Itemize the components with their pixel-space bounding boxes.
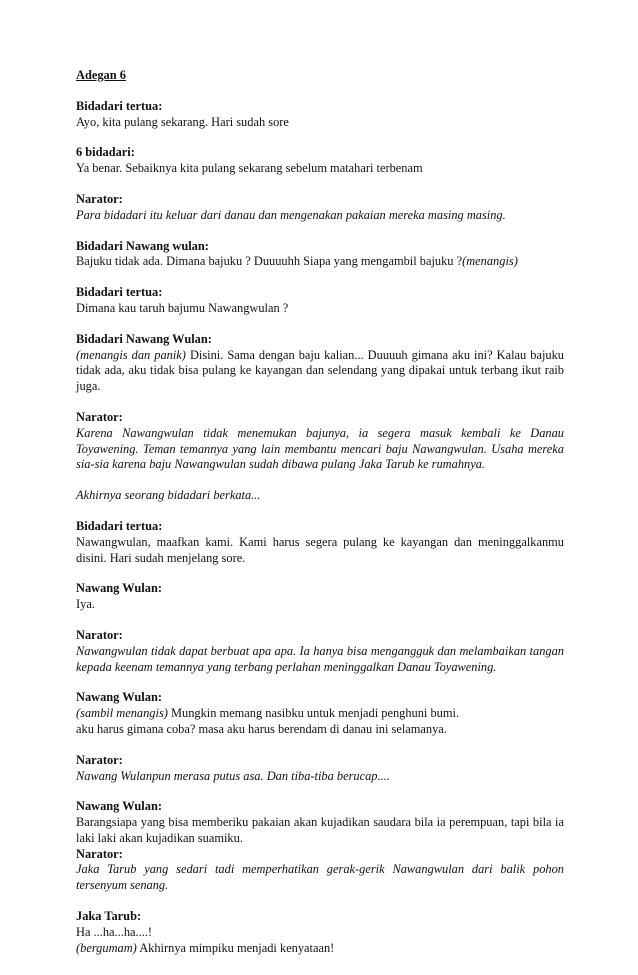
narration-line bbox=[76, 426, 564, 473]
dialogue-block bbox=[76, 145, 564, 177]
speaker-name: Narator: bbox=[76, 752, 123, 767]
dialogue-line bbox=[76, 941, 564, 957]
scene-heading: Adegan 6 bbox=[76, 68, 126, 82]
dialogue-line bbox=[76, 254, 564, 270]
stage-direction: (menangis dan panik) bbox=[76, 347, 186, 362]
line-text: Akhirnya seorang bidadari berkata... bbox=[76, 488, 261, 503]
line-text: Bajuku tidak ada. Dimana bajuku ? Duuuuhh Siapa yang mengambil bajuku ? bbox=[76, 254, 463, 269]
dialogue-line bbox=[76, 301, 564, 317]
speaker-name: Bidadari Nawang wulan: bbox=[76, 238, 209, 253]
dialogue-line bbox=[76, 706, 564, 722]
narration-block bbox=[76, 847, 564, 894]
narration-block bbox=[76, 410, 564, 473]
speaker-name: Nawang Wulan: bbox=[76, 690, 162, 705]
speaker-name: Bidadari tertua: bbox=[76, 518, 163, 533]
line-text: Nawang Wulanpun merasa putus asa. Dan tiba-tiba berucap.... bbox=[76, 768, 390, 783]
speaker-name: Jaka Tarub: bbox=[76, 909, 142, 924]
dialogue-line bbox=[76, 925, 564, 941]
narration-block bbox=[76, 628, 564, 675]
narration-line bbox=[76, 862, 564, 894]
speaker-name: Nawang Wulan: bbox=[76, 581, 162, 596]
speaker-name: Nawang Wulan: bbox=[76, 799, 162, 814]
stage-direction: (menangis) bbox=[462, 254, 518, 269]
dialogue-line bbox=[76, 815, 564, 847]
speaker-name: Narator: bbox=[76, 409, 123, 424]
dialogue-line bbox=[76, 597, 564, 613]
speaker-name: Bidadari Nawang Wulan: bbox=[76, 331, 212, 346]
dialogue-block bbox=[76, 239, 564, 271]
dialogue-block bbox=[76, 581, 564, 613]
dialogue-line bbox=[76, 161, 564, 177]
dialogue-line bbox=[76, 722, 564, 738]
line-text: Ha ...ha...ha....! bbox=[76, 924, 153, 939]
dialogue-line bbox=[76, 535, 564, 567]
dialogue-block bbox=[76, 519, 564, 566]
dialogue-blocks bbox=[76, 99, 564, 957]
line-text: Iya. bbox=[76, 597, 95, 612]
speaker-name: Narator: bbox=[76, 627, 123, 642]
stage-direction: (bergumam) bbox=[76, 940, 137, 955]
narration-block bbox=[76, 753, 564, 785]
narration-line bbox=[76, 644, 564, 676]
narration-block bbox=[76, 192, 564, 224]
dialogue-line bbox=[76, 115, 564, 131]
line-text: Nawangwulan tidak dapat berbuat apa apa. Ia hanya bisa mengangguk dan melambaikan tangan kepada keenam temannya yang terbang perlahan meninggalkan Danau Toyawening. bbox=[76, 643, 564, 674]
dialogue-block bbox=[76, 690, 564, 737]
line-text: Mungkin memang nasibku untuk menjadi penghuni bumi. bbox=[167, 706, 460, 721]
dialogue-block bbox=[76, 99, 564, 131]
line-text: Barangsiapa yang bisa memberiku pakaian akan kujadikan saudara bila ia perempuan, tapi bila ia laki laki akan kujadikan suamiku. bbox=[76, 815, 564, 845]
dialogue-block bbox=[76, 285, 564, 317]
speaker-name: 6 bidadari: bbox=[76, 145, 135, 160]
line-text: Dimana kau taruh bajumu Nawangwulan ? bbox=[76, 300, 289, 315]
stage-direction: (sambil menangis) bbox=[76, 706, 168, 721]
line-text: Ya benar. Sebaiknya kita pulang sekarang sebelum matahari terbenam bbox=[76, 161, 423, 176]
line-text: Disini. Sama dengan baju kalian... Duuuuh gimana aku ini? Kalau bajuku tidak ada, aku tidak bisa pulang ke kayangan dan selendang yang dipakai untuk terbang ikut raib juga. bbox=[76, 347, 564, 394]
dialogue-line bbox=[76, 348, 564, 395]
narration-line bbox=[76, 769, 564, 785]
speaker-name: Bidadari tertua: bbox=[76, 285, 163, 300]
line-text: Nawangwulan, maafkan kami. Kami harus segera pulang ke kayangan dan meninggalkanmu disini. Hari sudah menjelang sore. bbox=[76, 534, 564, 565]
narration-line bbox=[76, 208, 564, 224]
narration-block bbox=[76, 488, 564, 504]
line-text: Karena Nawangwulan tidak menemukan bajunya, ia segera masuk kembali ke Danau Toyawening. Teman temannya yang lain membantu mencari baju Nawangwulan. Usaha mereka sia-sia karena baju Nawangwulan sudah dibawa pulang Jaka Tarub ke rumahnya. bbox=[76, 425, 564, 472]
narration-line bbox=[76, 488, 564, 504]
speaker-name: Bidadari tertua: bbox=[76, 98, 163, 113]
line-text: Para bidadari itu keluar dari danau dan mengenakan pakaian mereka masing masing. bbox=[76, 207, 506, 222]
speaker-name: Narator: bbox=[76, 191, 123, 206]
dialogue-block bbox=[76, 909, 564, 956]
dialogue-block bbox=[76, 799, 564, 846]
line-text: Akhirnya mimpiku menjadi kenyataan! bbox=[136, 940, 335, 955]
line-text: Ayo, kita pulang sekarang. Hari sudah sore bbox=[76, 114, 289, 129]
script-page bbox=[76, 68, 564, 971]
speaker-name: Narator: bbox=[76, 846, 123, 861]
line-text: aku harus gimana coba? masa aku harus berendam di danau ini selamanya. bbox=[76, 721, 447, 736]
dialogue-block bbox=[76, 332, 564, 395]
line-text: Jaka Tarub yang sedari tadi memperhatikan gerak-gerik Nawangwulan dari balik pohon tersenyum senang. bbox=[76, 862, 564, 893]
